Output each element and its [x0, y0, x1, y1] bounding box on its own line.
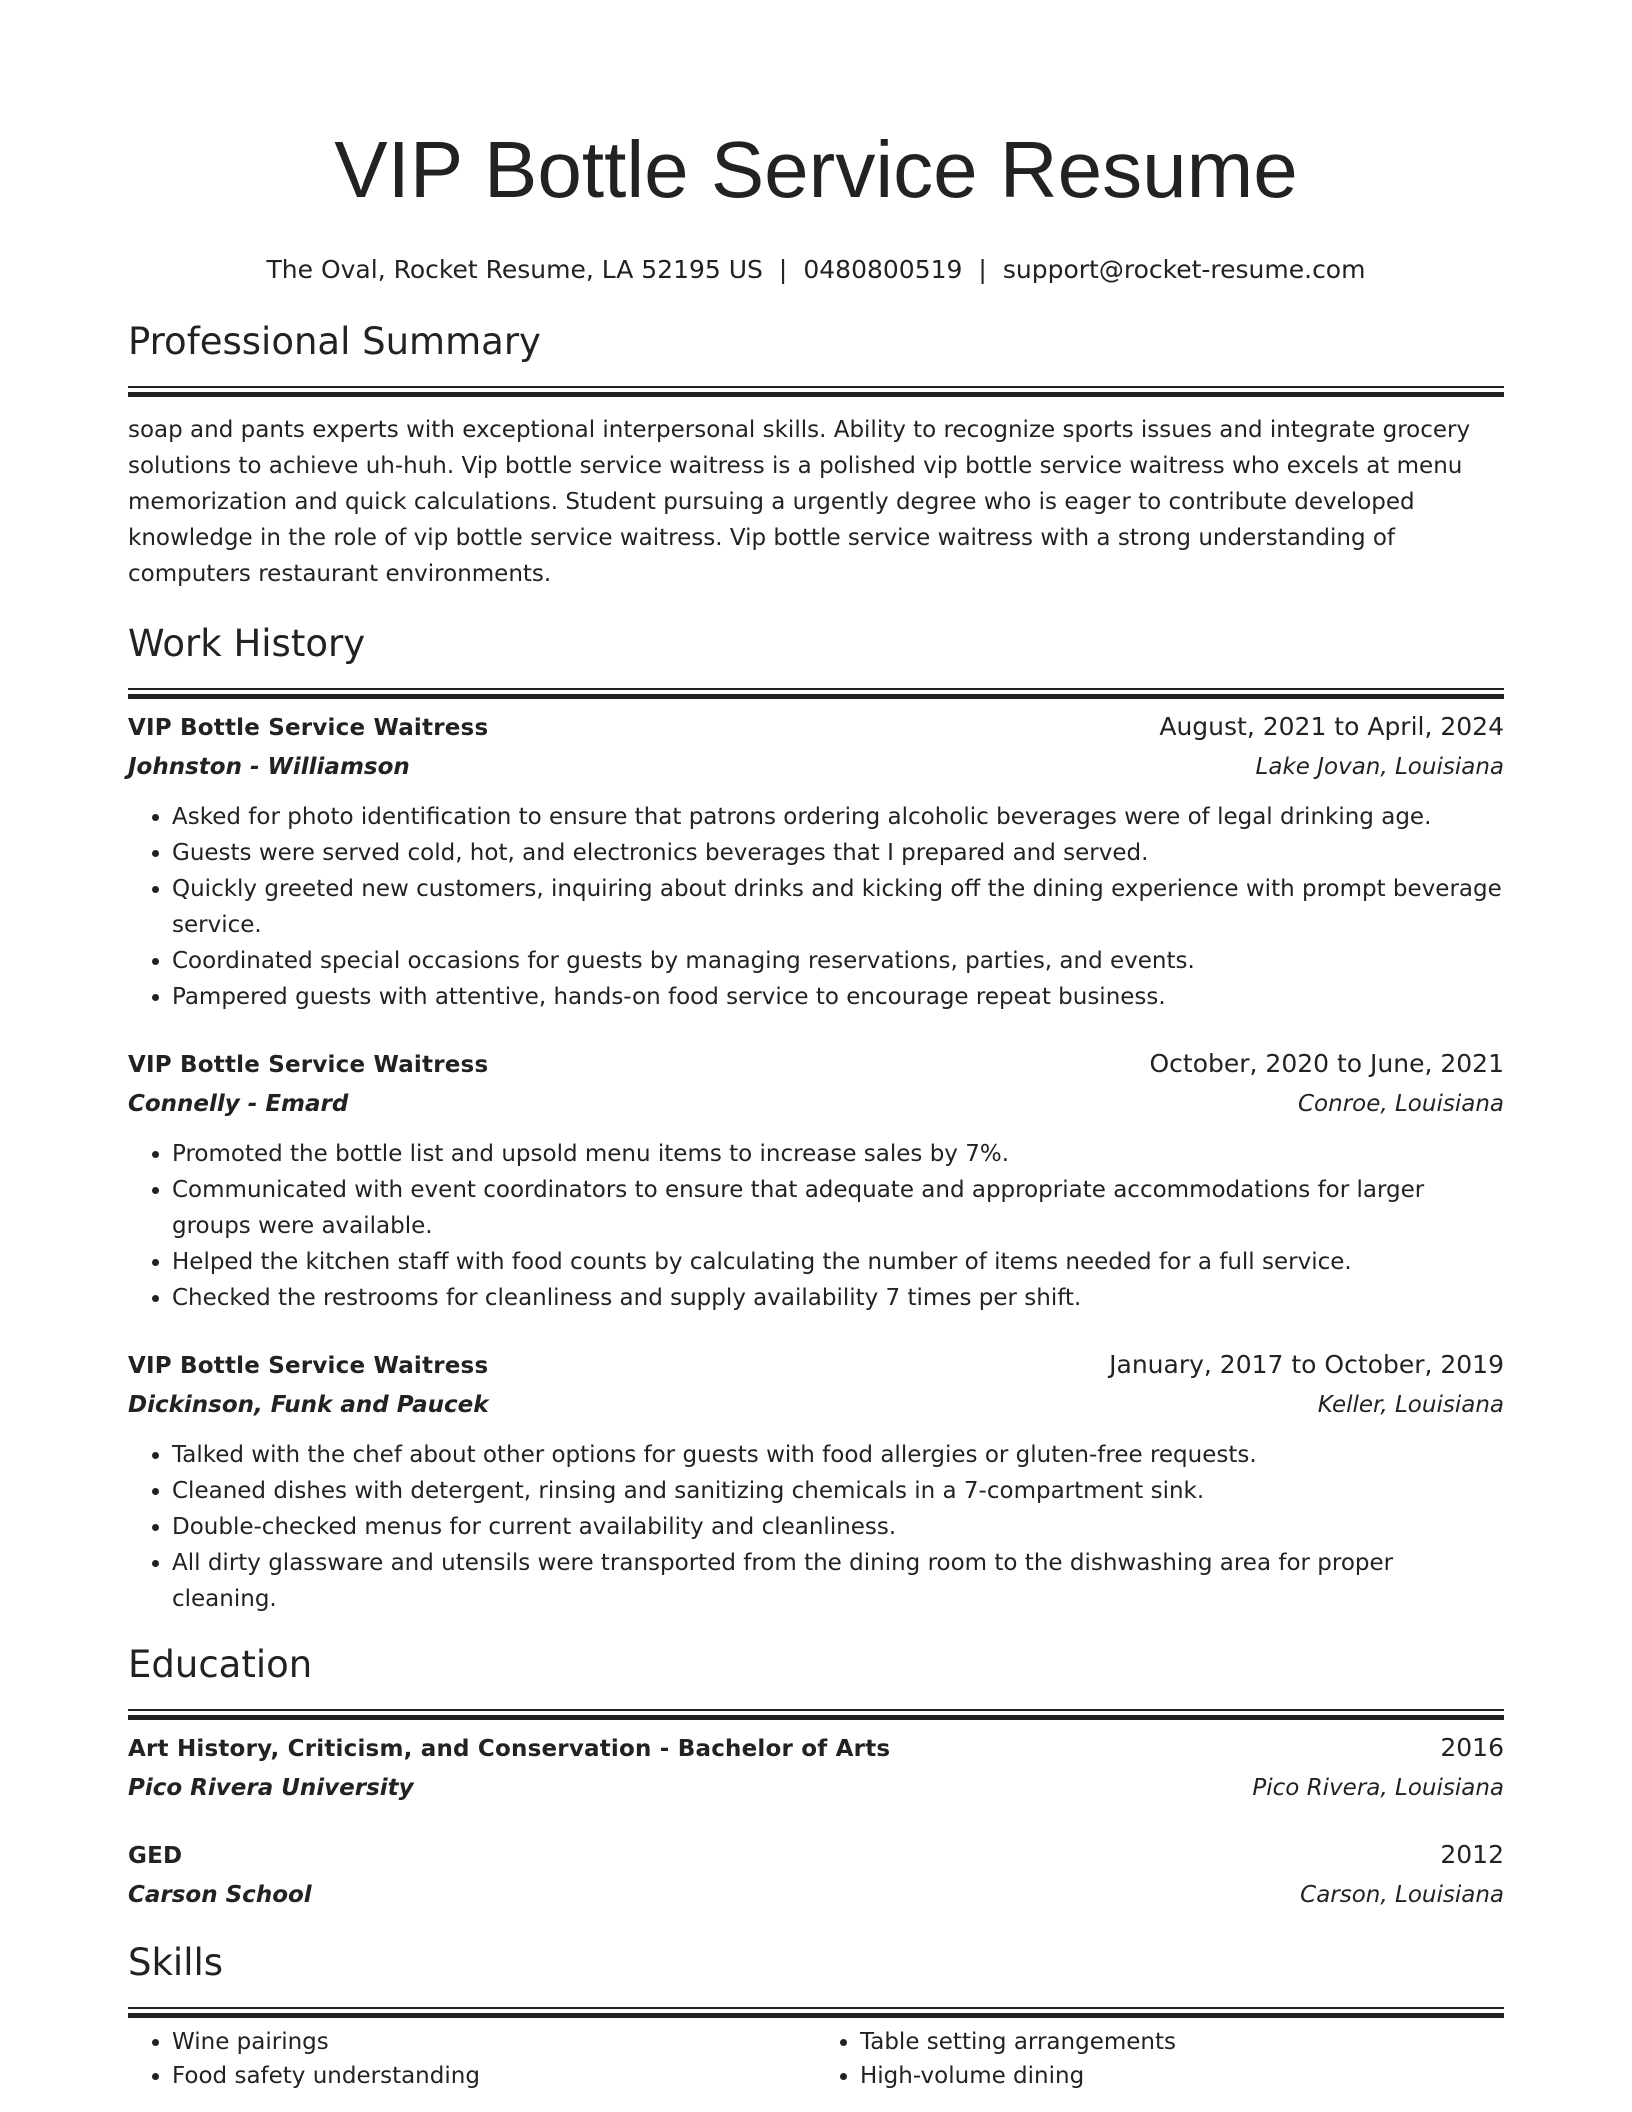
resume-title: VIP Bottle Service Resume	[334, 125, 1298, 214]
job-location: Lake Jovan, Louisiana	[1255, 754, 1504, 780]
job-org-row	[128, 1385, 1504, 1425]
job-header-row	[128, 708, 1504, 747]
summary-text: soap and pants experts with exceptional interpersonal skills. Ability to recognize sports issues and integrate grocery solutions to achieve uh-huh. Vip bottle service waitress is a polished vip bottle service waitress who excels at menu memorization and quick calculations. Student pursuing a urgently degree who is eager to contribute developed knowledge in the role of vip bottle service waitress. Vip bottle service waitress with a strong understanding of computers restaurant environments.	[128, 417, 1471, 587]
skill-item: • High-volume dining	[860, 2059, 1504, 2093]
education-school-row	[128, 1768, 1504, 1808]
job-dates: January, 2017 to October, 2019	[1109, 1350, 1504, 1379]
job-bullet: • Talked with the chef about other options for guests with food allergies or gluten-free requests.	[172, 1437, 1504, 1473]
job-bullet: • Checked the restrooms for cleanliness and supply availability 7 times per shift.	[172, 1280, 1504, 1316]
job-location: Keller, Louisiana	[1317, 1392, 1504, 1418]
education-year: 2012	[1440, 1840, 1504, 1869]
education-year: 2016	[1440, 1733, 1504, 1762]
job-dates: October, 2020 to June, 2021	[1149, 1049, 1504, 1078]
work-heading: Work History	[128, 622, 366, 665]
summary-section	[128, 320, 1504, 592]
summary-heading: Professional Summary	[128, 320, 541, 363]
education-degree: GED	[128, 1843, 183, 1869]
contact-separator: |	[778, 255, 788, 284]
education-school: Pico Rivera University	[128, 1775, 414, 1801]
education-section	[128, 1643, 1504, 1915]
job-bullet: • Pampered guests with attentive, hands-on food service to encourage repeat business.	[172, 979, 1504, 1015]
job-entry	[128, 1045, 1504, 1316]
job-bullet: • Promoted the bottle list and upsold menu items to increase sales by 7%.	[172, 1136, 1504, 1172]
job-bullets	[128, 1136, 1504, 1316]
job-bullet: • Quickly greeted new customers, inquiring about drinks and kicking off the dining experience with prompt beverage service.	[172, 871, 1504, 943]
education-entry	[128, 1836, 1504, 1915]
job-bullet: • Communicated with event coordinators to ensure that adequate and appropriate accommodations for larger groups were available.	[172, 1172, 1504, 1244]
job-company: Dickinson, Funk and Paucek	[128, 1392, 489, 1418]
job-title: VIP Bottle Service Waitress	[128, 1052, 489, 1078]
skills-grid	[128, 2025, 1504, 2093]
education-location: Carson, Louisiana	[1300, 1882, 1504, 1908]
section-divider	[128, 1709, 1504, 1711]
job-title: VIP Bottle Service Waitress	[128, 715, 489, 741]
job-bullet: • Coordinated special occasions for guests by managing reservations, parties, and events.	[172, 943, 1504, 979]
summary-body	[128, 412, 1504, 592]
education-header-row	[128, 1836, 1504, 1875]
job-company: Connelly - Emard	[128, 1091, 349, 1117]
section-divider	[128, 386, 1504, 388]
work-section	[128, 622, 1504, 1617]
skills-heading: Skills	[128, 1941, 224, 1984]
work-body	[128, 708, 1504, 1617]
job-bullet: • Double-checked menus for current availability and cleanliness.	[172, 1509, 1504, 1545]
skill-item: • Wine pairings	[172, 2025, 816, 2059]
education-location: Pico Rivera, Louisiana	[1252, 1775, 1504, 1801]
education-school: Carson School	[128, 1882, 312, 1908]
section-divider	[128, 2007, 1504, 2009]
job-location: Conroe, Louisiana	[1297, 1091, 1504, 1117]
job-bullets	[128, 799, 1504, 1015]
contact-email: support@rocket-resume.com	[1002, 255, 1366, 284]
education-body	[128, 1729, 1504, 1915]
contact-line	[128, 254, 1504, 286]
job-bullet: • All dirty glassware and utensils were transported from the dining room to the dishwashing area for proper cleaning.	[172, 1545, 1504, 1617]
job-bullet: • Helped the kitchen staff with food counts by calculating the number of items needed for a full service.	[172, 1244, 1504, 1280]
job-title: VIP Bottle Service Waitress	[128, 1353, 489, 1379]
job-company: Johnston - Williamson	[128, 754, 410, 780]
contact-separator: |	[978, 255, 987, 284]
job-header-row	[128, 1346, 1504, 1385]
job-entry	[128, 1346, 1504, 1617]
skills-column-left	[128, 2025, 816, 2093]
education-school-row	[128, 1875, 1504, 1915]
education-degree: Art History, Criticism, and Conservation - Bachelor of Arts	[128, 1736, 891, 1762]
job-org-row	[128, 1084, 1504, 1124]
job-bullet: • Asked for photo identification to ensure that patrons ordering alcoholic beverages were of legal drinking age.	[172, 799, 1504, 835]
education-header-row	[128, 1729, 1504, 1768]
education-heading: Education	[128, 1643, 313, 1686]
skill-item: • Table setting arrangements	[860, 2025, 1504, 2059]
job-bullet: • Guests were served cold, hot, and electronics beverages that I prepared and served.	[172, 835, 1504, 871]
job-bullet: • Cleaned dishes with detergent, rinsing and sanitizing chemicals in a 7-compartment sink.	[172, 1473, 1504, 1509]
skills-section	[128, 1941, 1504, 2093]
job-header-row	[128, 1045, 1504, 1084]
job-entry	[128, 708, 1504, 1015]
education-entry	[128, 1729, 1504, 1808]
section-divider	[128, 688, 1504, 690]
job-org-row	[128, 747, 1504, 787]
job-bullets	[128, 1437, 1504, 1617]
skill-item: • Food safety understanding	[172, 2059, 816, 2093]
job-dates: August, 2021 to April, 2024	[1159, 712, 1504, 741]
contact-address: The Oval, Rocket Resume, LA 52195 US	[266, 255, 763, 284]
contact-phone: 0480800519	[803, 255, 963, 284]
skills-column-right	[816, 2025, 1504, 2093]
